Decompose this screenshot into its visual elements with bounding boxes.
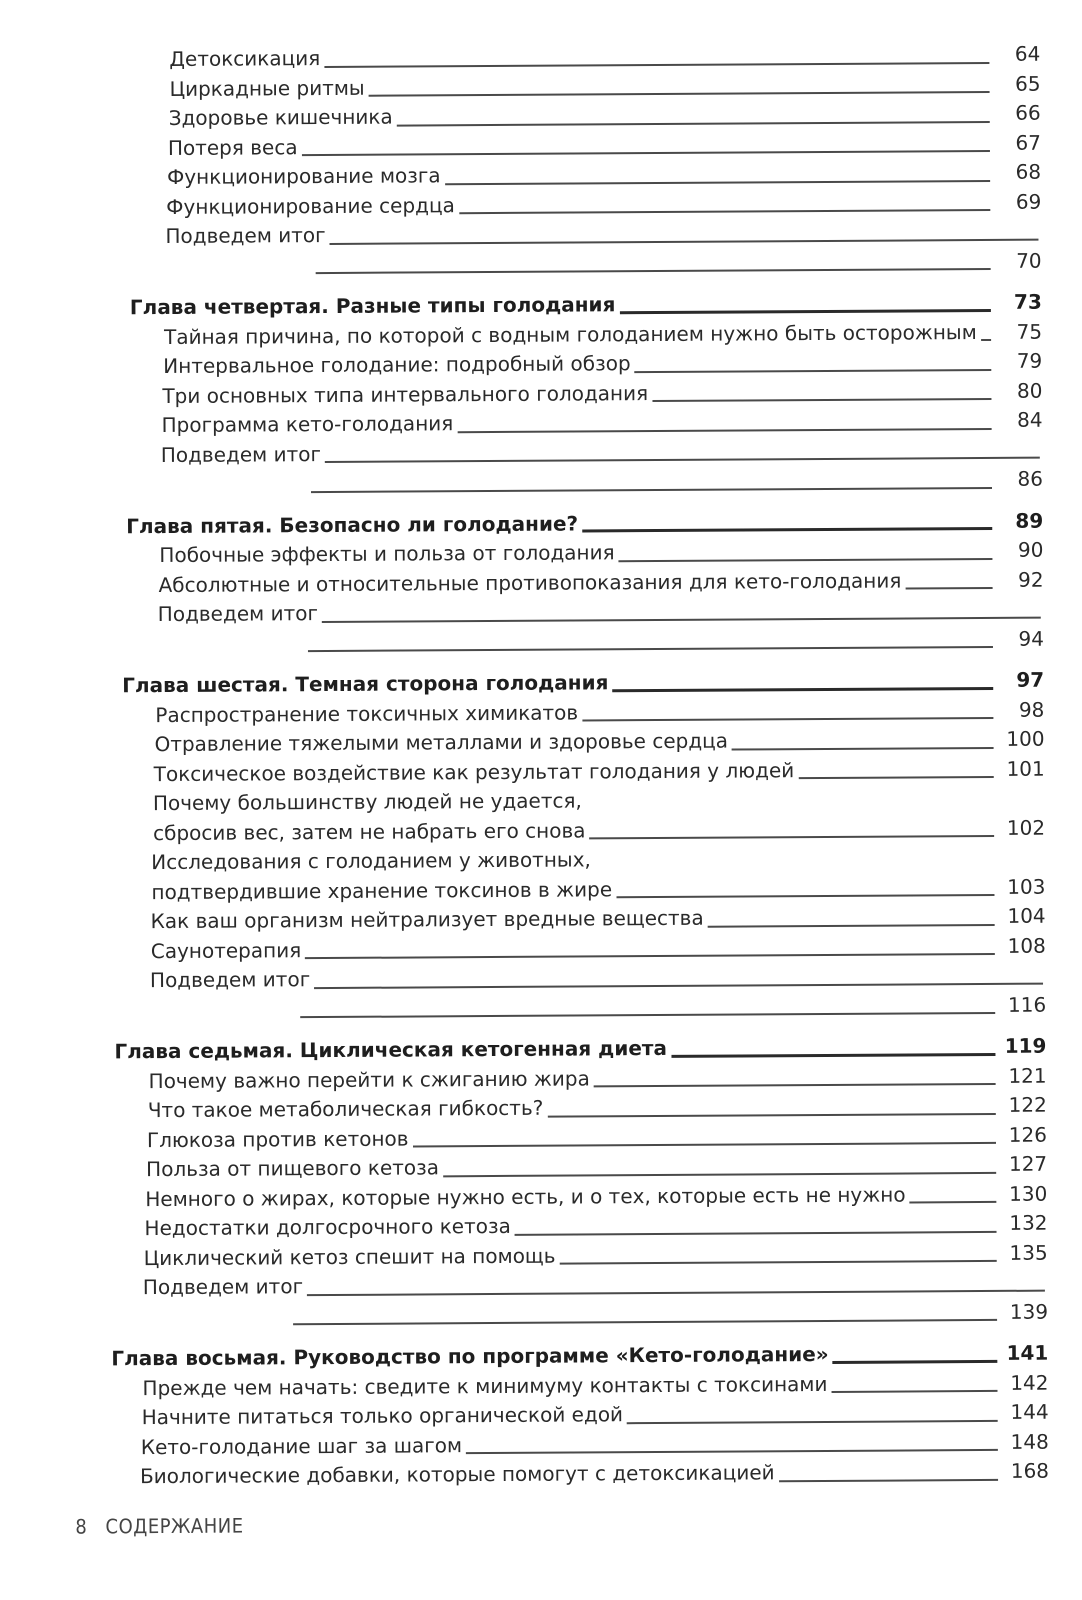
- toc-entry-title: Функционирование мозга: [167, 163, 441, 189]
- toc-entry-title: Функционирование сердца: [166, 192, 455, 219]
- leader-line: [619, 308, 991, 313]
- toc-entry-title: Биологические добавки, которые помогут с детоксикацией: [139, 1460, 775, 1489]
- toc-entry-title: Подведем итог: [157, 601, 318, 627]
- toc-entry-title: Саунотерапия: [150, 937, 302, 963]
- page-number: 8: [75, 1514, 88, 1539]
- toc-entry-title: Тайная причина, по которой с водным голоданием нужно быть осторожным: [163, 319, 977, 349]
- toc-page-number: 67: [1015, 130, 1041, 155]
- leader-line: [732, 746, 994, 750]
- toc-entry-title: Циркадные ритмы: [169, 75, 365, 101]
- toc-page-number: 139: [1009, 1299, 1049, 1324]
- leader-line: [302, 150, 990, 156]
- toc-entry: [9, 1456, 1082, 1492]
- leader-line: [413, 1142, 996, 1148]
- section-title: СОДЕРЖАНИЕ: [105, 1513, 244, 1539]
- toc-page-number: 130: [1009, 1181, 1048, 1206]
- toc-entry-title: Почему важно перейти к сжиганию жира: [148, 1065, 590, 1093]
- toc-page-number: 142: [1010, 1370, 1049, 1395]
- leader-line: [369, 91, 990, 97]
- leader-line: [305, 953, 995, 959]
- toc-page-number: 116: [1007, 992, 1047, 1017]
- toc-page-number: 119: [1004, 1033, 1047, 1058]
- toc-page-number: 98: [1018, 697, 1045, 722]
- toc-entry-title: Начните питаться только органической едой: [141, 1402, 624, 1430]
- toc-page-number: 122: [1008, 1092, 1047, 1117]
- toc-entry-title: Потеря веса: [167, 134, 298, 160]
- toc-page-number: 69: [1015, 189, 1042, 214]
- toc-entry-title: Детоксикация: [169, 46, 321, 71]
- toc-page-number: 89: [1015, 508, 1044, 533]
- toc-page-number: 97: [1016, 667, 1045, 692]
- leader-line: [459, 209, 990, 214]
- toc-entry-title: Токсическое воздействие как результат голодания у людей: [153, 757, 795, 786]
- leader-line: [910, 1201, 997, 1204]
- toc-page-number: 64: [1014, 41, 1041, 66]
- toc-entry-title: Как ваш организм нейтрализует вредные вещества: [150, 905, 704, 934]
- toc-page-number: 65: [1015, 71, 1041, 96]
- toc-entry-title: Подведем итог: [165, 223, 326, 248]
- leader-line: [612, 686, 993, 691]
- toc-entry-title: Глава восьмая. Руководство по программе «Кето-голодание»: [111, 1341, 829, 1371]
- toc-entry-title: Программа кето-голодания: [161, 411, 454, 438]
- toc-page-number: 132: [1009, 1210, 1048, 1235]
- leader-line: [832, 1390, 998, 1393]
- leader-line: [308, 646, 993, 652]
- toc-entry-title: сбросив вес, затем не набрать его снова: [153, 817, 586, 845]
- leader-line: [466, 1449, 998, 1454]
- toc-page-number: 68: [1015, 159, 1042, 184]
- leader-line: [582, 527, 992, 533]
- toc-page-number: 84: [1017, 407, 1043, 432]
- toc-entry-title: Распространение токсичных химикатов: [155, 699, 579, 727]
- leader-line: [590, 835, 995, 839]
- toc-page-number: 135: [1009, 1240, 1048, 1265]
- toc-entry-title: Подведем итог: [142, 1274, 304, 1300]
- toc-entry-title: Исследования с голоданием у животных,: [151, 847, 591, 875]
- toc-page-number: 80: [1016, 378, 1043, 403]
- leader-line: [671, 1052, 995, 1057]
- leader-line: [325, 457, 1040, 463]
- toc-page-number: 92: [1018, 567, 1044, 592]
- leader-line: [708, 923, 995, 927]
- leader-line: [798, 776, 994, 779]
- toc-entry-title: Побочные эффекты и польза от голодания: [159, 540, 615, 568]
- leader-line: [307, 1289, 1045, 1296]
- toc-page-number: 90: [1017, 537, 1044, 562]
- toc-entry-title: Немного о жирах, которые нужно есть, и о тех, которые есть не нужно: [145, 1181, 906, 1211]
- toc-page-number: 141: [1006, 1340, 1049, 1365]
- leader-line: [779, 1478, 998, 1481]
- toc-entry-title: Глава шестая. Темная сторона голодания: [122, 670, 609, 698]
- toc-page-number: 94: [1018, 626, 1044, 651]
- leader-line: [594, 1083, 996, 1087]
- leader-line: [316, 268, 991, 274]
- toc-entry-title: Интервальное голодание: подробный обзор: [163, 351, 631, 379]
- toc-page-number: 101: [1006, 756, 1045, 781]
- toc-page-number: 103: [1007, 874, 1046, 899]
- leader-line: [547, 1112, 995, 1117]
- toc-entry-title: Почему большинству людей не удается,: [152, 788, 582, 816]
- toc-entry-title: Отравление тяжелыми металлами и здоровье сердца: [154, 728, 729, 757]
- toc-entry-title: Здоровье кишечника: [168, 104, 393, 130]
- toc-page-number: 126: [1008, 1122, 1048, 1147]
- toc-page-number: 127: [1008, 1151, 1048, 1176]
- toc-entry-title: Подведем итог: [160, 441, 322, 467]
- toc-page-number: 79: [1016, 348, 1043, 373]
- toc-entry-title: Подведем итог: [149, 967, 311, 993]
- leader-line: [324, 61, 989, 67]
- toc-page-number: 144: [1010, 1399, 1049, 1424]
- toc-entry-title: Кето-голодание шаг за шагом: [140, 1432, 463, 1459]
- leader-line: [652, 398, 991, 402]
- toc-entry-title: Глюкоза против кетонов: [146, 1126, 409, 1152]
- toc-entry-title: Глава четвертая. Разные типы голодания: [129, 292, 616, 320]
- toc-entry-title: Что такое метаболическая гибкость?: [147, 1095, 544, 1123]
- leader-line: [582, 717, 993, 722]
- leader-line: [515, 1230, 997, 1235]
- leader-line: [981, 339, 991, 341]
- leader-line: [311, 486, 992, 492]
- leader-line: [905, 587, 992, 590]
- leader-line: [627, 1419, 998, 1423]
- leader-line: [300, 1012, 995, 1018]
- toc-entry-title: Глава седьмая. Циклическая кетогенная диета: [114, 1035, 668, 1064]
- toc-page-number: 70: [1016, 248, 1042, 273]
- toc-entry-title: Циклический кетоз спешит на помощь: [143, 1243, 556, 1270]
- toc-page-number: 168: [1010, 1458, 1050, 1483]
- leader-line: [635, 368, 992, 372]
- leader-line: [445, 179, 990, 184]
- leader-line: [330, 238, 1039, 244]
- toc-entry-title: Глава пятая. Безопасно ли голодание?: [126, 510, 579, 538]
- toc-page-number: 102: [1006, 815, 1046, 840]
- toc-page-number: 121: [1008, 1063, 1047, 1088]
- leader-line: [397, 120, 990, 126]
- toc-entry-title: подтвердившие хранение токсинов в жире: [151, 876, 613, 904]
- leader-line: [616, 894, 994, 898]
- table-of-contents: [0, 39, 1082, 1492]
- toc-page-number: 108: [1007, 933, 1046, 958]
- toc-page-number: 75: [1016, 319, 1043, 344]
- leader-line: [314, 982, 1043, 988]
- leader-line: [293, 1319, 997, 1325]
- toc-entry-title: Польза от пищевого кетоза: [146, 1155, 440, 1182]
- leader-line: [619, 557, 993, 561]
- toc-page-number: 148: [1010, 1429, 1049, 1454]
- toc-entry-title: Прежде чем начать: сведите к минимуму контакты с токсинами: [142, 1371, 828, 1400]
- toc-entry-title: Три основных типа интервального голодания: [162, 380, 649, 408]
- toc-page-number: 86: [1017, 466, 1044, 491]
- toc-page-number: 73: [1013, 289, 1042, 314]
- page-footer: [75, 1514, 243, 1539]
- toc-entry-title: Абсолютные и относительные противопоказания для кето-голодания: [158, 568, 902, 597]
- leader-line: [322, 616, 1041, 622]
- toc-page-number: 100: [1006, 726, 1045, 751]
- toc-page-number: 104: [1007, 903, 1046, 928]
- leader-line: [833, 1359, 998, 1363]
- leader-line: [560, 1260, 997, 1265]
- leader-line: [443, 1171, 996, 1176]
- toc-entry-title: Недостатки долгосрочного кетоза: [144, 1213, 511, 1241]
- toc-page-number: 66: [1015, 100, 1041, 125]
- leader-line: [457, 427, 991, 432]
